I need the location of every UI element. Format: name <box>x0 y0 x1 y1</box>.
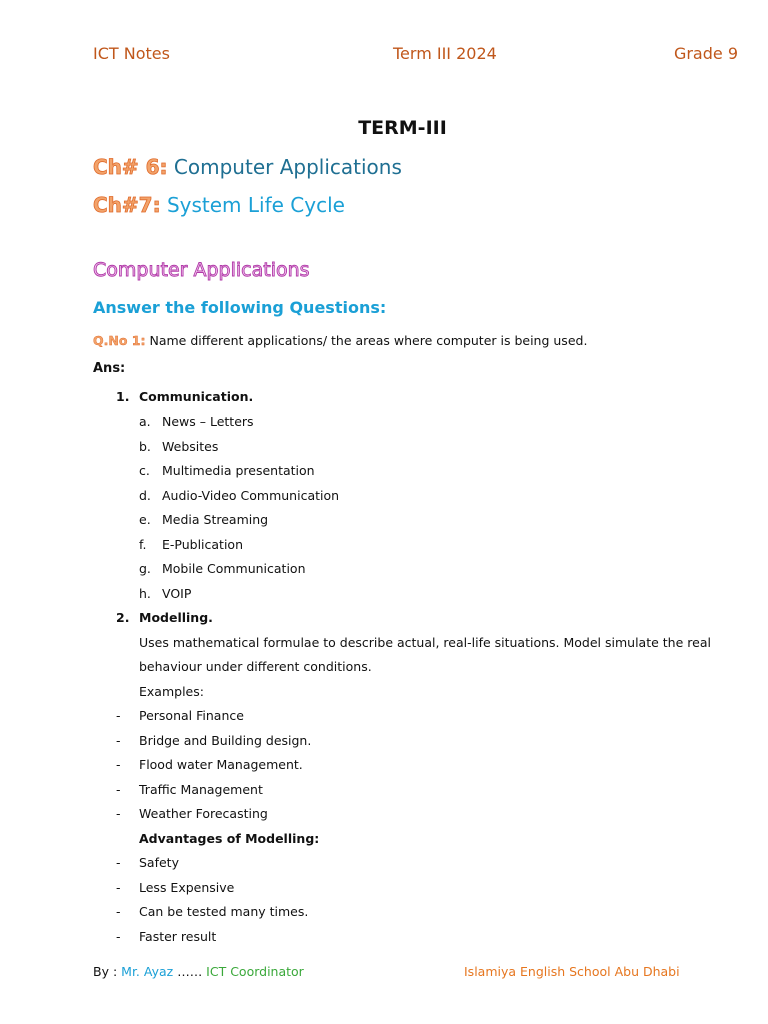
example-text: Personal Finance <box>139 708 244 723</box>
sub-item-text: News – Letters <box>162 414 254 429</box>
advantage-text: Less Expensive <box>139 880 235 895</box>
list-number: 1. <box>116 389 130 404</box>
question-tag: Q.No 1: <box>93 333 146 348</box>
footer-author <box>93 964 304 979</box>
footer-name: Mr. Ayaz <box>121 964 174 979</box>
chapter-6-heading <box>93 155 402 179</box>
example-text: Traffic Management <box>139 782 263 797</box>
chapter-6-tag: Ch# 6: <box>93 155 168 179</box>
question-1 <box>93 333 587 348</box>
sub-item-letter: h. <box>139 586 151 601</box>
example-text: Bridge and Building design. <box>139 733 312 748</box>
bullet-dash: - <box>116 929 121 944</box>
sub-item-text: Multimedia presentation <box>162 463 315 478</box>
example-text: Weather Forecasting <box>139 806 268 821</box>
chapter-6-title: Computer Applications <box>173 155 402 179</box>
chapter-7-tag: Ch#7: <box>93 193 161 217</box>
answer-label: Ans: <box>93 361 126 376</box>
sub-item-letter: f. <box>139 537 147 552</box>
sub-item-text: VOIP <box>162 586 192 601</box>
sub-item-text: E-Publication <box>162 537 244 552</box>
advantage-text: Can be tested many times. <box>139 904 309 919</box>
instruction-heading: Answer the following Questions: <box>93 298 387 317</box>
sub-item-letter: g. <box>139 561 151 576</box>
sub-item-text: Media Streaming <box>162 512 269 527</box>
examples-label-text: Examples: <box>139 684 204 699</box>
sub-item-letter: d. <box>139 488 151 503</box>
bullet-dash: - <box>116 708 121 723</box>
example-text: Flood water Management. <box>139 757 303 772</box>
header-left: ICT Notes <box>93 44 170 63</box>
sub-item-letter: c. <box>139 463 150 478</box>
sub-item-letter: e. <box>139 512 151 527</box>
bullet-dash: - <box>116 855 121 870</box>
list-number: 2. <box>116 610 130 625</box>
advantage-text: Faster result <box>139 929 217 944</box>
chapter-7-heading <box>93 193 345 217</box>
bullet-dash: - <box>116 782 121 797</box>
sub-item-text: Audio-Video Communication <box>162 488 340 503</box>
footer-by: By : <box>93 964 118 979</box>
question-text: Name different applications/ the areas where computer is being used. <box>149 333 588 348</box>
header-center: Term III 2024 <box>393 44 497 63</box>
bullet-dash: - <box>116 904 121 919</box>
paragraph-text: Uses mathematical formulae to describe actual, real-life situations. Model simulate the real <box>139 635 711 650</box>
section-title: Computer Applications <box>93 259 310 281</box>
footer-dots: …… <box>177 964 203 979</box>
bullet-dash: - <box>116 733 121 748</box>
bullet-dash: - <box>116 757 121 772</box>
chapter-7-title: System Life Cycle <box>166 193 345 217</box>
bullet-dash: - <box>116 880 121 895</box>
list-label: Communication. <box>139 389 254 404</box>
advantages-label-text: Advantages of Modelling: <box>139 831 320 846</box>
sub-item-letter: a. <box>139 414 151 429</box>
footer-school: Islamiya English School Abu Dhabi <box>464 964 680 979</box>
paragraph-text: behaviour under different conditions. <box>139 659 372 674</box>
list-label: Modelling. <box>139 610 213 625</box>
footer-role: ICT Coordinator <box>206 964 304 979</box>
sub-item-letter: b. <box>139 439 151 454</box>
term-title: TERM-III <box>358 117 447 139</box>
header-right: Grade 9 <box>673 44 738 63</box>
advantage-text: Safety <box>139 855 179 870</box>
sub-item-text: Websites <box>162 439 219 454</box>
bullet-dash: - <box>116 806 121 821</box>
sub-item-text: Mobile Communication <box>162 561 306 576</box>
